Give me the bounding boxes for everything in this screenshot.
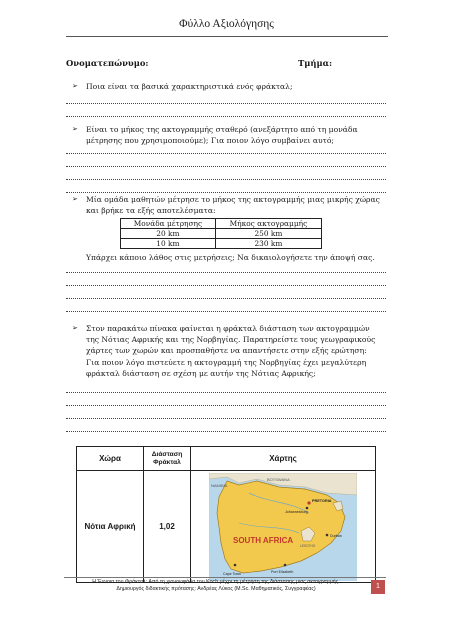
map-cell bbox=[191, 471, 376, 583]
answer-line[interactable] bbox=[66, 425, 386, 432]
johannesburg-marker bbox=[306, 506, 309, 509]
answer-line[interactable] bbox=[66, 305, 386, 312]
arrow-bullet-icon: ➢ bbox=[72, 82, 78, 90]
footer-line-2: Δημιουργός διδακτικής πρότασης: Ανδρέας Λύκος (M.Sc. Μαθηματικός, Συγγραφέας) bbox=[116, 586, 316, 592]
map-label-namibia: NAMIBIA bbox=[211, 482, 228, 488]
question-4-line: φράκταλ διάσταση σε σχέση με αυτήν της Νότιας Αφρικής; bbox=[86, 368, 316, 378]
answer-line[interactable] bbox=[66, 97, 386, 104]
class-label: Τμήμα: bbox=[298, 58, 333, 68]
answer-line[interactable] bbox=[66, 110, 386, 117]
measurement-table bbox=[120, 218, 322, 249]
map-label-botswana: BOTSWANA bbox=[267, 476, 290, 482]
fractal-dimension-table bbox=[76, 446, 376, 583]
title-divider bbox=[66, 36, 388, 37]
dimension-cell: 1,02 bbox=[144, 471, 191, 583]
map-label-port-elizabeth: Port Elizabeth bbox=[271, 569, 294, 574]
answer-line[interactable] bbox=[66, 186, 386, 193]
name-label: Ονοματεπώνυμο: bbox=[66, 58, 149, 68]
answer-line[interactable] bbox=[66, 399, 386, 406]
table-cell: 20 km bbox=[121, 229, 216, 239]
question-2-line: μέτρησης που χρησιμοποιούμε); Για ποιον λόγο συμβαίνει αυτό; bbox=[86, 136, 334, 146]
answer-line[interactable] bbox=[66, 412, 386, 419]
map-label-cape-town: Cape Town bbox=[223, 571, 241, 576]
answer-line[interactable] bbox=[66, 266, 386, 273]
map-label-pretoria: PRETORIA bbox=[312, 498, 332, 503]
country-cell: Νότια Αφρική bbox=[77, 471, 144, 583]
answer-line[interactable] bbox=[66, 147, 386, 154]
answer-line[interactable] bbox=[66, 292, 386, 299]
answer-line[interactable] bbox=[66, 160, 386, 167]
map-label-johannesburg: Johannesburg bbox=[285, 509, 308, 514]
pretoria-marker bbox=[307, 501, 310, 504]
question-1-text: Ποια είναι τα βασικά χαρακτηριστικά ενός φράκταλ; bbox=[86, 82, 293, 91]
table-cell: 230 km bbox=[215, 239, 321, 249]
question-4 bbox=[72, 323, 391, 379]
arrow-bullet-icon: ➢ bbox=[72, 195, 78, 203]
answer-line[interactable] bbox=[66, 173, 386, 180]
arrow-bullet-icon: ➢ bbox=[72, 125, 78, 133]
header-line: Διάσταση bbox=[151, 450, 183, 458]
table-header-dimension bbox=[144, 447, 191, 471]
page-title: Φύλλο Αξιολόγησης bbox=[179, 18, 274, 30]
table-header-map: Χάρτης bbox=[191, 447, 376, 471]
south-africa-map-graphic bbox=[209, 473, 357, 581]
south-africa-map bbox=[209, 473, 357, 581]
table-header-country: Χώρα bbox=[77, 447, 144, 471]
question-4-line: χάρτες των χωρών και προσπαθήστε να απαντήσετε στην εξής ερώτηση: bbox=[86, 346, 367, 356]
table-row bbox=[121, 229, 322, 239]
question-3-line: Μία ομάδα μαθητών μέτρησε το μήκος της ακτογραμμής μιας μικρής χώρας bbox=[86, 195, 380, 204]
table-header: Μήκος ακτογραμμής bbox=[215, 219, 321, 229]
header-line: Φράκταλ bbox=[153, 458, 181, 466]
table-header: Μονάδα μέτρησης bbox=[121, 219, 216, 229]
question-3-line: και βρήκε τα εξής αποτελέσματα: bbox=[86, 206, 216, 216]
port-elizabeth-marker bbox=[284, 563, 287, 566]
question-2-line: Είναι το μήκος της ακτογραμμής σταθερό (ανεξάρτητο από τη μονάδα bbox=[86, 125, 358, 134]
question-3 bbox=[72, 194, 391, 216]
question-4-line: της Νότιας Αφρικής και της Νορβηγίας. Παρατηρείστε τους γεωγραφικούς bbox=[86, 335, 376, 345]
cape-town-marker bbox=[234, 563, 237, 566]
question-4-line: Για ποιον λόγο πιστεύετε η ακτογραμμή της Νορβηγίας έχει μεγαλύτερη bbox=[86, 357, 367, 367]
table-cell: 250 km bbox=[215, 229, 321, 239]
map-label-lesotho: LESOTHO bbox=[300, 543, 316, 548]
map-label-durban: Durban bbox=[330, 533, 342, 538]
footer-divider bbox=[64, 577, 386, 578]
question-4-line: Στον παρακάτω πίνακα φαίνεται η φράκταλ διάσταση των ακτογραμμών bbox=[86, 324, 370, 333]
question-1 bbox=[72, 81, 386, 92]
footer-line-1: Η Έννοια του Φράκταλ: Από τη χιονονιφάδα του Koch μέχρι τη μέτρηση της διάστασης μιας ακτογραμμής. bbox=[92, 579, 340, 585]
durban-marker bbox=[326, 533, 329, 536]
table-row bbox=[121, 239, 322, 249]
arrow-bullet-icon: ➢ bbox=[72, 324, 78, 332]
question-3-followup: Υπάρχει κάποιο λάθος στις μετρήσεις; Να δικαιολογήσετε την άποψή σας. bbox=[86, 253, 375, 262]
page-number-badge: 1 bbox=[371, 580, 385, 594]
table-row bbox=[77, 471, 376, 583]
answer-line[interactable] bbox=[66, 279, 386, 286]
answer-line[interactable] bbox=[66, 386, 386, 393]
question-2 bbox=[72, 124, 391, 146]
footer bbox=[66, 579, 366, 593]
table-cell: 10 km bbox=[121, 239, 216, 249]
map-label-country: SOUTH AFRICA bbox=[233, 535, 294, 545]
